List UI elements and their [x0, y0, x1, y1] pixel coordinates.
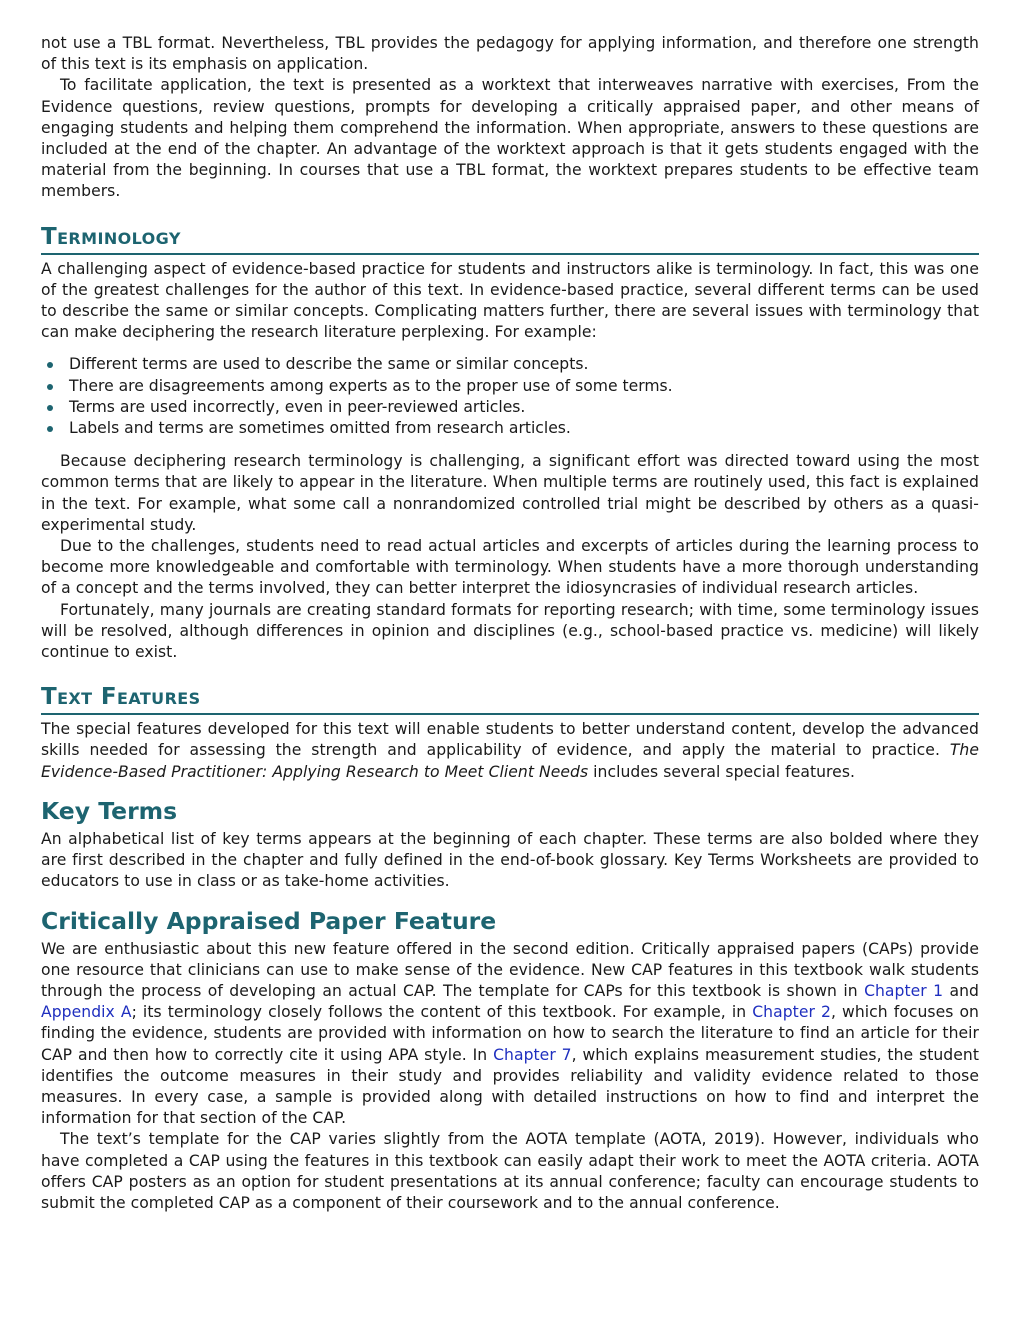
cap-feature-heading: Critically Appraised Paper Feature: [41, 906, 497, 935]
text-features-heading: Text Features: [41, 683, 979, 715]
cap-text-c: ; its terminology closely follows the content of this textbook. For example, in: [131, 1003, 753, 1022]
appendix-a-link[interactable]: Appendix A: [41, 1003, 132, 1022]
bullet-icon: [47, 362, 53, 368]
list-item-text: There are disagreements among experts as to the proper use of some terms.: [69, 376, 673, 395]
list-item: [41, 354, 979, 375]
bullet-icon: [47, 405, 53, 411]
list-item: [41, 397, 979, 418]
terminology-paragraph-2: Because deciphering research terminology is challenging, a significant effort was directed toward using the most common terms that are likely to appear in the literature. When multiple terms are routinely used, this fact is explained in the text. For example, what some call a nonrandomized controlled trial might be described by others as a quasi-experimental study.: [41, 452, 979, 534]
list-item: [41, 376, 979, 397]
intro-paragraph-2: To facilitate application, the text is presented as a worktext that interweaves narrative with exercises, From the Evidence questions, review questions, prompts for developing a critically appraised paper, and other means of engaging students and helping them comprehend the information. When appropriate, answers to these questions are included at the end of the chapter. An advantage of the worktext approach is that it gets students engaged with the material from the beginning. In courses that use a TBL format, the worktext prepares students to be effective team members.: [41, 76, 979, 201]
cap-text-b: and: [943, 981, 979, 1000]
list-item-text: Terms are used incorrectly, even in peer-reviewed articles.: [69, 397, 526, 416]
bullet-icon: [47, 426, 53, 432]
cap-feature-paragraph-2: The text’s template for the CAP varies slightly from the AOTA template (AOTA, 2019). However, individuals who have completed a CAP using the features in this textbook can easily adapt their work to meet the AOTA criteria. AOTA offers CAP posters as an option for student presentations at its annual conference; faculty can encourage students to submit the completed CAP as a component of their coursework and to the annual conference.: [41, 1130, 979, 1212]
terminology-paragraph-4: Fortunately, many journals are creating standard formats for reporting research; with time, some terminology issues will be resolved, although differences in opinion and disciplines (e.g., school-based practice vs. medicine) will likely continue to exist.: [41, 600, 979, 662]
terminology-heading: Terminology: [41, 223, 979, 255]
terminology-issues-list: [41, 354, 979, 439]
list-item: [41, 418, 979, 439]
cap-text-d: , which focuses on finding the evidence, students are provided with information on how to search the literature to find an article for their CAP and then how to correctly cite it using APA style. In: [41, 1003, 979, 1064]
key-terms-heading: Key Terms: [41, 796, 178, 825]
list-item-text: Labels and terms are sometimes omitted from research articles.: [69, 419, 571, 438]
cap-text-a: We are enthusiastic about this new feature offered in the second edition. Critically appraised papers (CAPs) provide one resource that clinicians can use to make sense of the evidence. New CAP features in this textbook walk students through the process of developing an actual CAP. The template for CAPs for this textbook is shown in: [41, 939, 979, 1000]
chapter-1-link[interactable]: Chapter 1: [864, 981, 944, 1000]
terminology-paragraph-1: A challenging aspect of evidence-based practice for students and instructors alike is terminology. In fact, this was one of the greatest challenges for the author of this text. In evidence-based practice, several different terms can be used to describe the same or similar concepts. Complicating matters further, there are several issues with terminology that can make deciphering the research literature perplexing. For example:: [41, 259, 979, 342]
key-terms-paragraph: An alphabetical list of key terms appears at the beginning of each chapter. These terms are also bolded where they are first described in the chapter and fully defined in the end-of-book glossary. Key Terms Worksheets are provided to educators to use in class or as take-home activities.: [41, 829, 979, 891]
book-title: The Evidence-Based Practitioner: Applying Research to Meet Client Needs: [41, 741, 979, 781]
text-features-paragraph: [41, 719, 979, 783]
terminology-paragraph-3: Due to the challenges, students need to read actual articles and excerpts of articles during the learning process to become more knowledgeable and comfortable with terminology. When students have a more thorough understanding of a concept and the terms involved, they can better interpret the idiosyncrasies of individual research articles.: [41, 537, 979, 598]
cap-feature-paragraph-1: [41, 939, 979, 1130]
page-content: [41, 0, 979, 1214]
text-features-text-start: The special features developed for this text will enable students to better understand content, develop the advanced skills needed for assessing the strength and applicability of evidence, and apply the material to practice.: [41, 720, 979, 760]
intro-paragraph-1: not use a TBL format. Nevertheless, TBL provides the pedagogy for applying information, and therefore one strength of this text is its emphasis on application.: [41, 34, 979, 74]
cap-text-e: , which explains measurement studies, the student identifies the outcome measures in their study and provides reliability and validity evidence related to those measures. In every case, a sample is provided along with detailed instructions on how to find and interpret the information for that section of the CAP.: [41, 1045, 979, 1128]
bullet-icon: [47, 384, 53, 390]
text-features-text-end: includes several special features.: [588, 762, 855, 781]
list-item-text: Different terms are used to describe the same or similar concepts.: [69, 355, 589, 374]
chapter-2-link[interactable]: Chapter 2: [752, 1003, 831, 1022]
chapter-7-link[interactable]: Chapter 7: [493, 1045, 572, 1064]
